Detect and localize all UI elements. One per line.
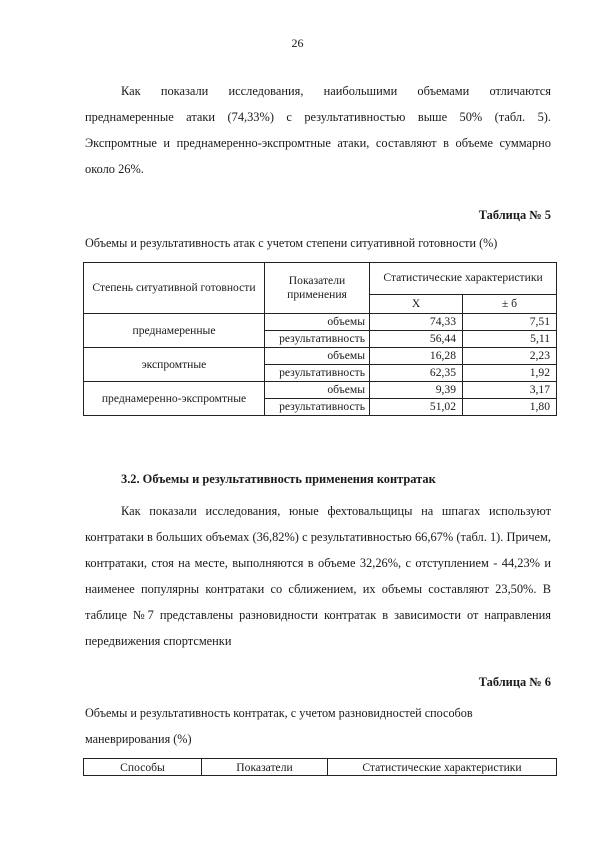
paragraph-attacks: Как показали исследования, наибольшими объемами отличаются преднамеренные атаки (74,33%) с результативностью выше 50% (табл. 5). Экспромтные и преднамеренно-экспромтные атаки, составляют в объеме суммарно около 26%.: [85, 84, 551, 176]
table5-indicator-cell: результативность: [265, 331, 370, 348]
table5-group-cell: экспромтные: [84, 348, 265, 382]
table5-sd-cell: 7,51: [463, 314, 557, 331]
table5-indicator-cell: объемы: [265, 348, 370, 365]
table5-caption: Объемы и результативность атак с учетом степени ситуативной готовности (%): [85, 236, 498, 250]
table5-mean-cell: 62,35: [370, 365, 463, 382]
table-row: [84, 382, 557, 399]
table6-header-stats: Статистические характеристики: [328, 759, 557, 776]
table5-mean-cell: 56,44: [370, 331, 463, 348]
table5-group-cell: преднамеренно-экспромтные: [84, 382, 265, 416]
page-number: 26: [291, 36, 304, 50]
table5-subheader-sd: ± б: [463, 294, 557, 313]
table5-group-cell: преднамеренные: [84, 314, 265, 348]
table5-mean-cell: 16,28: [370, 348, 463, 365]
table6: [83, 758, 557, 776]
section-heading: 3.2. Объемы и результативность применения контратак: [121, 472, 436, 486]
table5-sd-cell: 1,92: [463, 365, 557, 382]
table5: [83, 262, 557, 416]
table5-subheader-mean: X: [370, 294, 463, 313]
table5-indicator-cell: результативность: [265, 399, 370, 416]
table5-mean-cell: 74,33: [370, 314, 463, 331]
table6-header-methods: Способы: [84, 759, 202, 776]
table6-header-indicators: Показатели: [202, 759, 328, 776]
table6-caption: Объемы и результативность контратак, с учетом разновидностей способов маневрирования (%): [85, 706, 473, 746]
paragraph-counterattacks: Как показали исследования, юные фехтовальщицы на шпагах используют контратаки в больших объемах (36,82%) с результативностью 66,67% (табл. 1). Причем, контратаки, стоя на месте, выполняются в объеме 32,26%, с отступлением - 44,23% и наименее популярны контратаки со сближением, их объемы составляют 23,50%. В таблице №7 представлены разновидности контратак в зависимости от направления передвижения спортсменки: [85, 504, 551, 648]
table5-header-readiness: Степень ситуативной готовности: [84, 263, 265, 314]
table5-indicator-cell: результативность: [265, 365, 370, 382]
table5-mean-cell: 51,02: [370, 399, 463, 416]
table5-indicator-cell: объемы: [265, 382, 370, 399]
table5-indicator-cell: объемы: [265, 314, 370, 331]
table6-label: Таблица № 6: [478, 675, 551, 689]
table-row: [84, 314, 557, 331]
table5-label: Таблица № 5: [478, 208, 551, 222]
table5-header-indicators: Показатели применения: [265, 263, 370, 314]
table5-sd-cell: 2,23: [463, 348, 557, 365]
table5-mean-cell: 9,39: [370, 382, 463, 399]
table5-sd-cell: 1,80: [463, 399, 557, 416]
table5-header-stats: Статистические характеристики: [370, 263, 557, 295]
table-row: [84, 348, 557, 365]
table5-sd-cell: 3,17: [463, 382, 557, 399]
table5-sd-cell: 5,11: [463, 331, 557, 348]
